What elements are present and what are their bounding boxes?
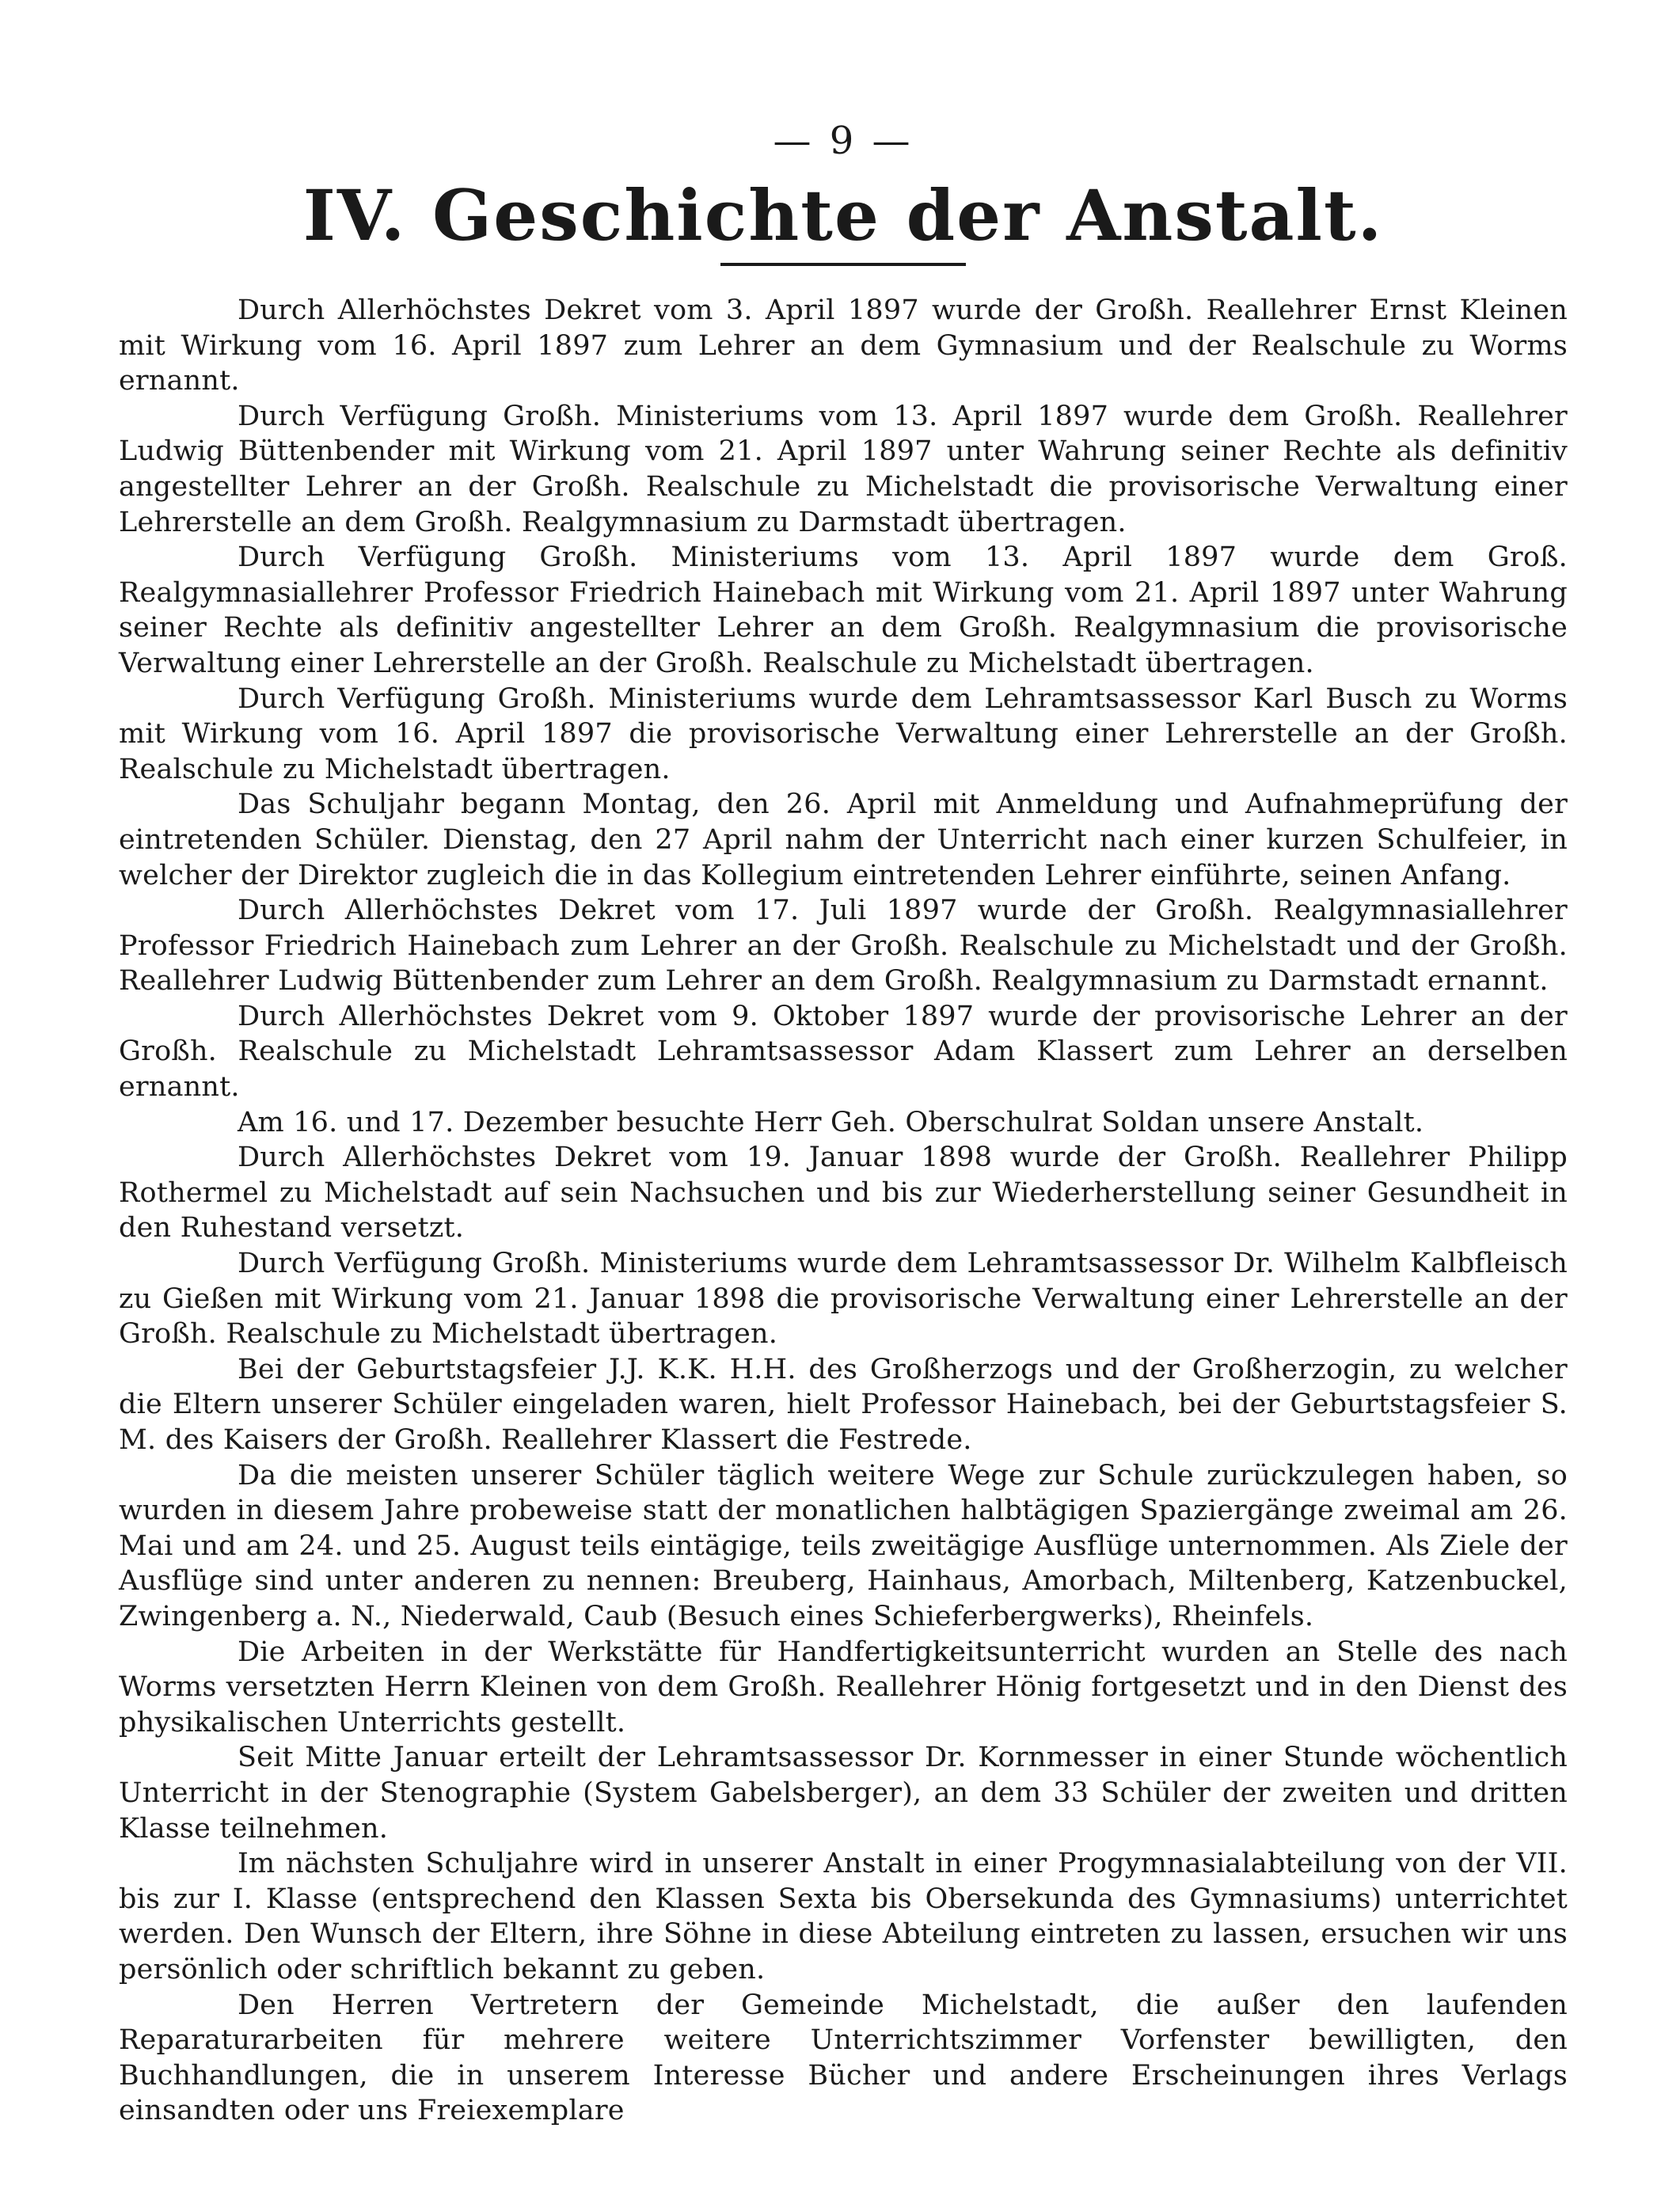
paragraph: Die Arbeiten in der Werkstätte für Handfertigkeitsunterricht wurden an Stelle des nach Worms versetzten Herrn Kleinen von dem Großh. Reallehrer Hönig fortgesetzt und in den Dienst des physikalischen Unterrichts gestellt.: [119, 1636, 1568, 1738]
paragraph: Den Herren Vertretern der Gemeinde Michelstadt, die außer den laufenden Reparaturarbeiten für mehrere weitere Unterrichtszimmer Vorfenster bewilligten, den Buchhandlungen, die in unserem Interesse Bücher und andere Erscheinungen ihres Verlags einsandten oder uns Freiexemplare: [119, 1989, 1568, 2127]
paragraph: Bei der Geburtstagsfeier J.J. K.K. H.H. des Großherzogs und der Großherzogin, zu welcher die Eltern unserer Schüler eingeladen waren, hielt Professor Hainebach, bei der Geburtstagsfeier S. M. des Kaisers der Großh. Reallehrer Klassert die Festrede.: [119, 1353, 1568, 1456]
paragraph: Durch Verfügung Großh. Ministeriums vom 13. April 1897 wurde dem Großh. Reallehrer Ludwig Büttenbender mit Wirkung vom 21. April 1897 unter Wahrung seiner Rechte als definitiv angestellter Lehrer an der Großh. Realschule zu Michelstadt die provisorische Verwaltung einer Lehrerstelle an dem Großh. Realgymnasium zu Darmstadt übertragen.: [119, 400, 1568, 538]
paragraph: Am 16. und 17. Dezember besuchte Herr Geh. Oberschulrat Soldan unsere Anstalt.: [238, 1106, 1424, 1138]
paragraph: Durch Verfügung Großh. Ministeriums vom 13. April 1897 wurde dem Groß. Realgymnasiallehrer Professor Friedrich Hainebach mit Wirkung vom 21. April 1897 unter Wahrung seiner Rechte als definitiv angestellter Lehrer an dem Großh. Realgymnasium die provisorische Verwaltung einer Lehrerstelle an der Großh. Realschule zu Michelstadt übertragen.: [119, 542, 1568, 679]
paragraph: Durch Allerhöchstes Dekret vom 3. April 1897 wurde der Großh. Reallehrer Ernst Kleinen mit Wirkung vom 16. April 1897 zum Lehrer an dem Gymnasium und der Realschule zu Worms ernannt.: [119, 294, 1568, 397]
paragraph: Durch Verfügung Großh. Ministeriums wurde dem Lehramtsassessor Dr. Wilhelm Kalbfleisch zu Gießen mit Wirkung vom 21. Januar 1898 die provisorische Verwaltung einer Lehrerstelle an der Großh. Realschule zu Michelstadt übertragen.: [119, 1248, 1568, 1351]
paragraph: Durch Allerhöchstes Dekret vom 9. Oktober 1897 wurde der provisorische Lehrer an der Großh. Realschule zu Michelstadt Lehramtsassessor Adam Klassert zum Lehrer an derselben ernannt.: [119, 1000, 1568, 1104]
paragraph: Durch Verfügung Großh. Ministeriums wurde dem Lehramtsassessor Karl Busch zu Worms mit Wirkung vom 16. April 1897 die provisorische Verwaltung einer Lehrerstelle an der Großh. Realschule zu Michelstadt übertragen.: [119, 682, 1568, 785]
page-number: — 9 —: [773, 119, 914, 163]
paragraph: Das Schuljahr begann Montag, den 26. April mit Anmeldung und Aufnahmeprüfung der eintretenden Schüler. Dienstag, den 27 April nahm der Unterricht nach einer kurzen Schulfeier, in welcher der Direktor zugleich die in das Kollegium eintretenden Lehrer einführte, seinen Anfang.: [119, 788, 1568, 891]
paragraph: Durch Allerhöchstes Dekret vom 17. Juli 1897 wurde der Großh. Realgymnasiallehrer Professor Friedrich Hainebach zum Lehrer an der Großh. Realschule zu Michelstadt und der Großh. Reallehrer Ludwig Büttenbender zum Lehrer an dem Großh. Realgymnasium zu Darmstadt ernannt.: [119, 895, 1568, 998]
heading-underline-rule: [720, 263, 966, 266]
paragraph: Im nächsten Schuljahre wird in unserer Anstalt in einer Progymnasialabteilung von der VII. bis zur I. Klasse (entsprechend den Klassen Sexta bis Obersekunda des Gymnasiums) unterrichtet werden. Den Wunsch der Eltern, ihre Söhne in diese Abteilung eintreten zu lassen, ersuchen wir uns persönlich oder schriftlich bekannt zu geben.: [119, 1848, 1568, 1986]
section-heading: IV. Geschichte der Anstalt.: [302, 174, 1384, 256]
paragraph: Durch Allerhöchstes Dekret vom 19. Januar 1898 wurde der Großh. Reallehrer Philipp Rothermel zu Michelstadt auf sein Nachsuchen und bis zur Wiederherstellung seiner Gesundheit in den Ruhestand versetzt.: [119, 1142, 1568, 1244]
paragraph: Da die meisten unserer Schüler täglich weitere Wege zur Schule zurückzulegen haben, so wurden in diesem Jahre probeweise statt der monatlichen halbtägigen Spaziergänge zweimal am 26. Mai und am 24. und 25. August teils eintägige, teils zweitägige Ausflüge unternommen. Als Ziele der Ausflüge sind unter anderen zu nennen: Breuberg, Hainhaus, Amorbach, Miltenberg, Katzenbuckel, Zwingenberg a. N., Niederwald, Caub (Besuch eines Schieferbergwerks), Rheinfels.: [119, 1459, 1568, 1632]
document-page: [119, 119, 1568, 2129]
paragraph: Seit Mitte Januar erteilt der Lehramtsassessor Dr. Kornmesser in einer Stunde wöchentlich Unterricht in der Stenographie (System Gabelsberger), an dem 33 Schüler der zweiten und dritten Klasse teilnehmen.: [119, 1742, 1568, 1845]
body-text: [119, 293, 1568, 2129]
